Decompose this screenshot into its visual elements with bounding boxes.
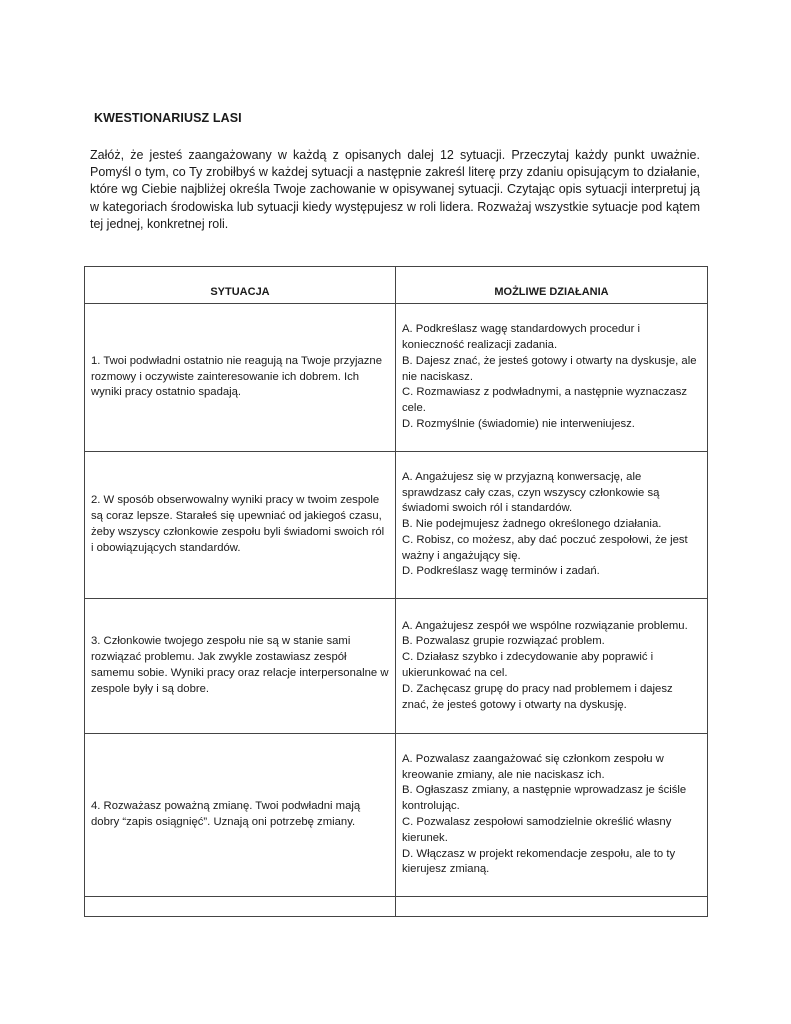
instructions-paragraph: Załóż, że jesteś zaangażowany w każdą z opisanych dalej 12 sytuacji. Przeczytaj każdy punkt uważnie. Pomyśl o tym, co Ty zrobiłbyś w każdej sytuacji a następnie zakreśl literę przy zdaniu opisującym to działanie, które wg Ciebie najbliżej określa Twoje zachowanie w opisywanej sytuacji. Czytając opis sytuacji interpretuj ją w kategoriach środowiska lub sytuacji kiedy występujesz w roli lidera. Rozważaj wszystkie sytuacje pod kątem tej jednej, konkretnej roli. bbox=[90, 148, 700, 231]
option-d[interactable]: D. Podkreślasz wagę terminów i zadań. bbox=[402, 565, 600, 578]
option-a[interactable]: A. Podkreślasz wagę standardowych procedur i konieczność realizacji zadania. bbox=[402, 323, 640, 351]
options-cell bbox=[396, 452, 708, 599]
option-d[interactable]: D. Włączasz w projekt rekomendacje zespołu, ale to ty kierujesz zmianą. bbox=[402, 847, 676, 876]
options-cell bbox=[396, 304, 708, 452]
option-b[interactable]: B. Ogłaszasz zmiany, a następnie wprowadzasz je ściśle kontrolując. bbox=[402, 784, 687, 813]
option-c[interactable]: C. Robisz, co możesz, aby dać poczuć zespołowi, że jest ważny i angażujący się. bbox=[402, 533, 688, 562]
options-cell bbox=[396, 734, 708, 897]
header-actions: MOŻLIWE DZIAŁANIA bbox=[396, 267, 708, 304]
situation-cell: 3. Członkowie twojego zespołu nie są w stanie sami rozwiązać problemu. Jak zwykle zostawiasz zespół samemu sobie. Wyniki pracy oraz relacje interpersonalne w zespole były i są dobre. bbox=[85, 599, 396, 734]
option-c[interactable]: C. Pozwalasz zespołowi samodzielnie określić własny kierunek. bbox=[402, 816, 672, 844]
table-header-row bbox=[85, 267, 708, 304]
option-a[interactable]: A. Pozwalasz zaangażować się członkom zespołu w kreowanie zmiany, ale nie naciskasz ich. bbox=[402, 752, 664, 781]
option-a[interactable]: A. Angażujesz się w przyjazną konwersację, ale sprawdzasz cały czas, czyn wszyscy członkowie są świadomi swoich ról i standardów. bbox=[402, 470, 660, 515]
table-row bbox=[85, 734, 708, 897]
table-row bbox=[85, 599, 708, 734]
table-row bbox=[85, 304, 708, 452]
option-b[interactable]: B. Nie podejmujesz żadnego określonego działania. bbox=[402, 518, 662, 531]
option-b[interactable]: B. Dajesz znać, że jesteś gotowy i otwarty na dyskusje, ale nie naciskasz. bbox=[402, 354, 697, 383]
situation-cell: 1. Twoi podwładni ostatnio nie reagują na Twoje przyjazne rozmowy i oczywiste zainteresowanie ich dobrem. Ich wyniki pracy ostatnio spadają. bbox=[85, 304, 396, 452]
table-row bbox=[85, 452, 708, 599]
questionnaire-table bbox=[84, 266, 708, 917]
situation-cell: 2. W sposób obserwowalny wyniki pracy w twoim zespole są coraz lepsze. Starałeś się upewniać od jakiegoś czasu, żeby wszyscy członkowie zespołu byli świadomi swoich ról i obowiązujących standardów. bbox=[85, 452, 396, 599]
header-situation: SYTUACJA bbox=[85, 267, 396, 304]
empty-cell bbox=[85, 897, 396, 917]
option-d[interactable]: D. Rozmyślnie (świadomie) nie interweniujesz. bbox=[402, 417, 635, 430]
option-d[interactable]: D. Zachęcasz grupę do pracy nad problemem i dajesz znać, że jesteś gotowy i otwarty na dyskusję. bbox=[402, 682, 673, 711]
options-cell bbox=[396, 599, 708, 734]
empty-cell bbox=[396, 897, 708, 917]
page-title: KWESTIONARIUSZ LASI bbox=[94, 111, 242, 125]
situation-cell: 4. Rozważasz poważną zmianę. Twoi podwładni mają dobry “zapis osiągnięć”. Uznają oni potrzebę zmiany. bbox=[85, 734, 396, 897]
table-row-empty bbox=[85, 897, 708, 917]
option-a[interactable]: A. Angażujesz zespół we wspólne rozwiązanie problemu. bbox=[402, 619, 688, 632]
option-b[interactable]: B. Pozwalasz grupie rozwiązać problem. bbox=[402, 635, 605, 648]
option-c[interactable]: C. Działasz szybko i zdecydowanie aby poprawić i ukierunkować na cel. bbox=[402, 651, 654, 679]
option-c[interactable]: C. Rozmawiasz z podwładnymi, a następnie wyznaczasz cele. bbox=[402, 386, 688, 415]
